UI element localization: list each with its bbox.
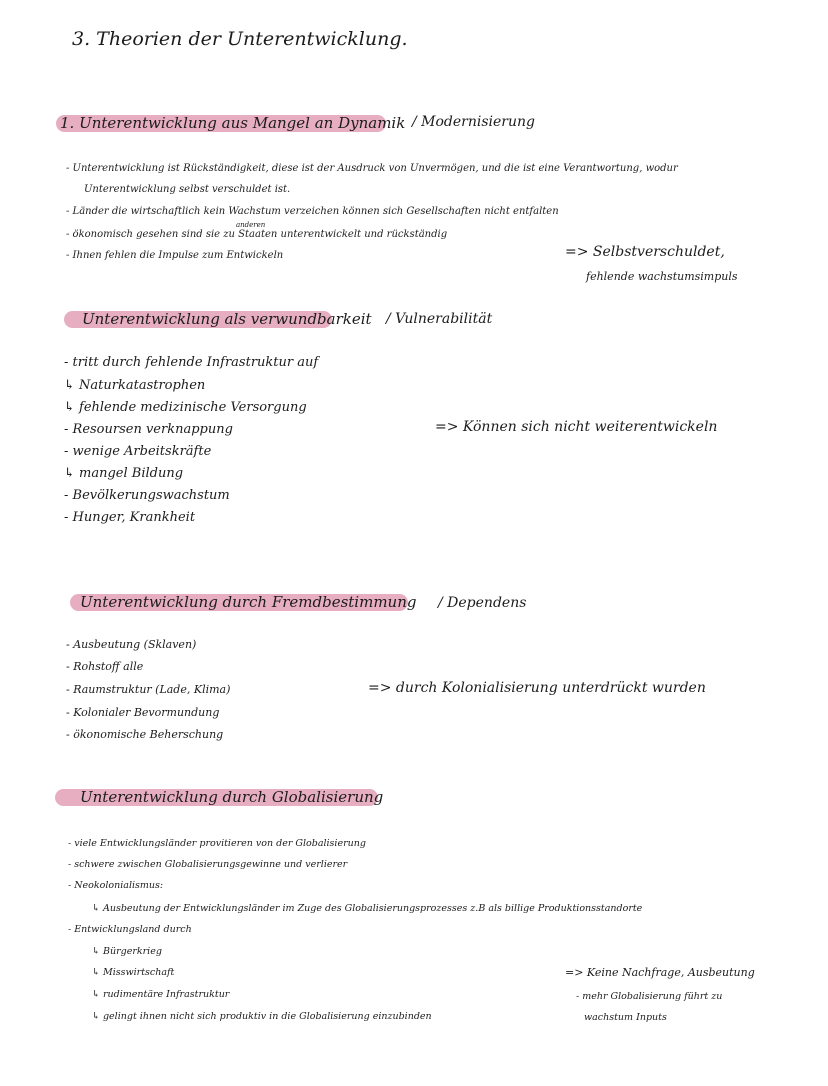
- section4-note-line2: - mehr Globalisierung führt zu: [576, 991, 723, 1002]
- section1-superscript: anderen: [236, 221, 266, 229]
- page-title: 3. Theorien der Unterentwicklung.: [72, 28, 408, 50]
- section3-bullet-2: - Rohstoff alle: [66, 660, 144, 673]
- section2-bullet-4: - Resoursen verknappung: [64, 422, 233, 437]
- section1-bullet-2: - Länder die wirtschaftlich kein Wachstum verzeichen können sich Gesellschaften nicht entfalten: [66, 206, 559, 217]
- section2-bullet-5: - wenige Arbeitskräfte: [64, 444, 212, 459]
- section4-heading: Unterentwicklung durch Globalisierung: [80, 788, 384, 806]
- section1-tag: / Modernisierung: [412, 114, 535, 130]
- section1-bullet-1: - Unterentwicklung ist Rückständigkeit, diese ist der Ausdruck von Unvermögen, und die ist eine Verantwortung, wodur: [66, 163, 678, 174]
- section2-bullet-8: - Hunger, Krankheit: [64, 510, 196, 525]
- section2-bullet-3: ↳ fehlende medizinische Versorgung: [64, 400, 307, 415]
- section4-bullet-7: ↳ Misswirtschaft: [92, 967, 175, 978]
- section4-bullet-3: - Neokolonialismus:: [68, 880, 164, 891]
- section4-note-line3: wachstum Inputs: [584, 1012, 667, 1023]
- section2-tag: / Vulnerabilität: [386, 311, 493, 327]
- section3-bullet-1: - Ausbeutung (Sklaven): [66, 638, 197, 651]
- section2-bullet-1: - tritt durch fehlende Infrastruktur auf: [64, 355, 319, 370]
- section3-bullet-5: - ökonomische Beherschung: [66, 728, 224, 741]
- section2-bullet-6: ↳ mangel Bildung: [64, 466, 184, 481]
- section4-bullet-8: ↳ rudimentäre Infrastruktur: [92, 989, 230, 1000]
- section4-note-line1: => Keine Nachfrage, Ausbeutung: [565, 966, 755, 979]
- section1-bullet-3: - ökonomisch gesehen sind sie zu Staaten unterentwickelt und rückständig: [66, 229, 448, 240]
- section2-bullet-2: ↳ Naturkatastrophen: [64, 378, 206, 393]
- section3-heading: Unterentwicklung durch Fremdbestimmung: [80, 593, 417, 611]
- section1-bullet-1-cont: Unterentwicklung selbst verschuldet ist.: [84, 184, 291, 195]
- section1-note-line2: fehlende wachstumsimpuls: [586, 270, 738, 283]
- section1-heading: 1. Unterentwicklung aus Mangel an Dynamik: [60, 114, 406, 132]
- section3-bullet-3: - Raumstruktur (Lade, Klima): [66, 683, 231, 696]
- section1-note-line1: => Selbstverschuldet,: [565, 244, 725, 260]
- section3-note: => durch Kolonialisierung unterdrückt wurden: [368, 680, 706, 696]
- section4-bullet-2: - schwere zwischen Globalisierungsgewinne und verlierer: [68, 859, 348, 870]
- section2-note: => Können sich nicht weiterentwickeln: [435, 419, 718, 435]
- section4-bullet-9: ↳ gelingt ihnen nicht sich produktiv in die Globalisierung einzubinden: [92, 1011, 432, 1022]
- section4-bullet-1: - viele Entwicklungsländer provitieren von der Globalisierung: [68, 838, 366, 849]
- section4-bullet-4: ↳ Ausbeutung der Entwicklungsländer im Zuge des Globalisierungsprozesses z.B als billige Produktionsstandorte: [92, 903, 643, 914]
- section1-bullet-4: - Ihnen fehlen die Impulse zum Entwickeln: [66, 250, 284, 261]
- section3-bullet-4: - Kolonialer Bevormundung: [66, 706, 220, 719]
- section4-bullet-5: - Entwicklungsland durch: [68, 924, 192, 935]
- section4-bullet-6: ↳ Bürgerkrieg: [92, 946, 162, 957]
- section3-tag: / Dependens: [438, 595, 527, 611]
- section2-heading: Unterentwicklung als verwundbarkeit: [82, 310, 372, 328]
- section2-bullet-7: - Bevölkerungswachstum: [64, 488, 230, 503]
